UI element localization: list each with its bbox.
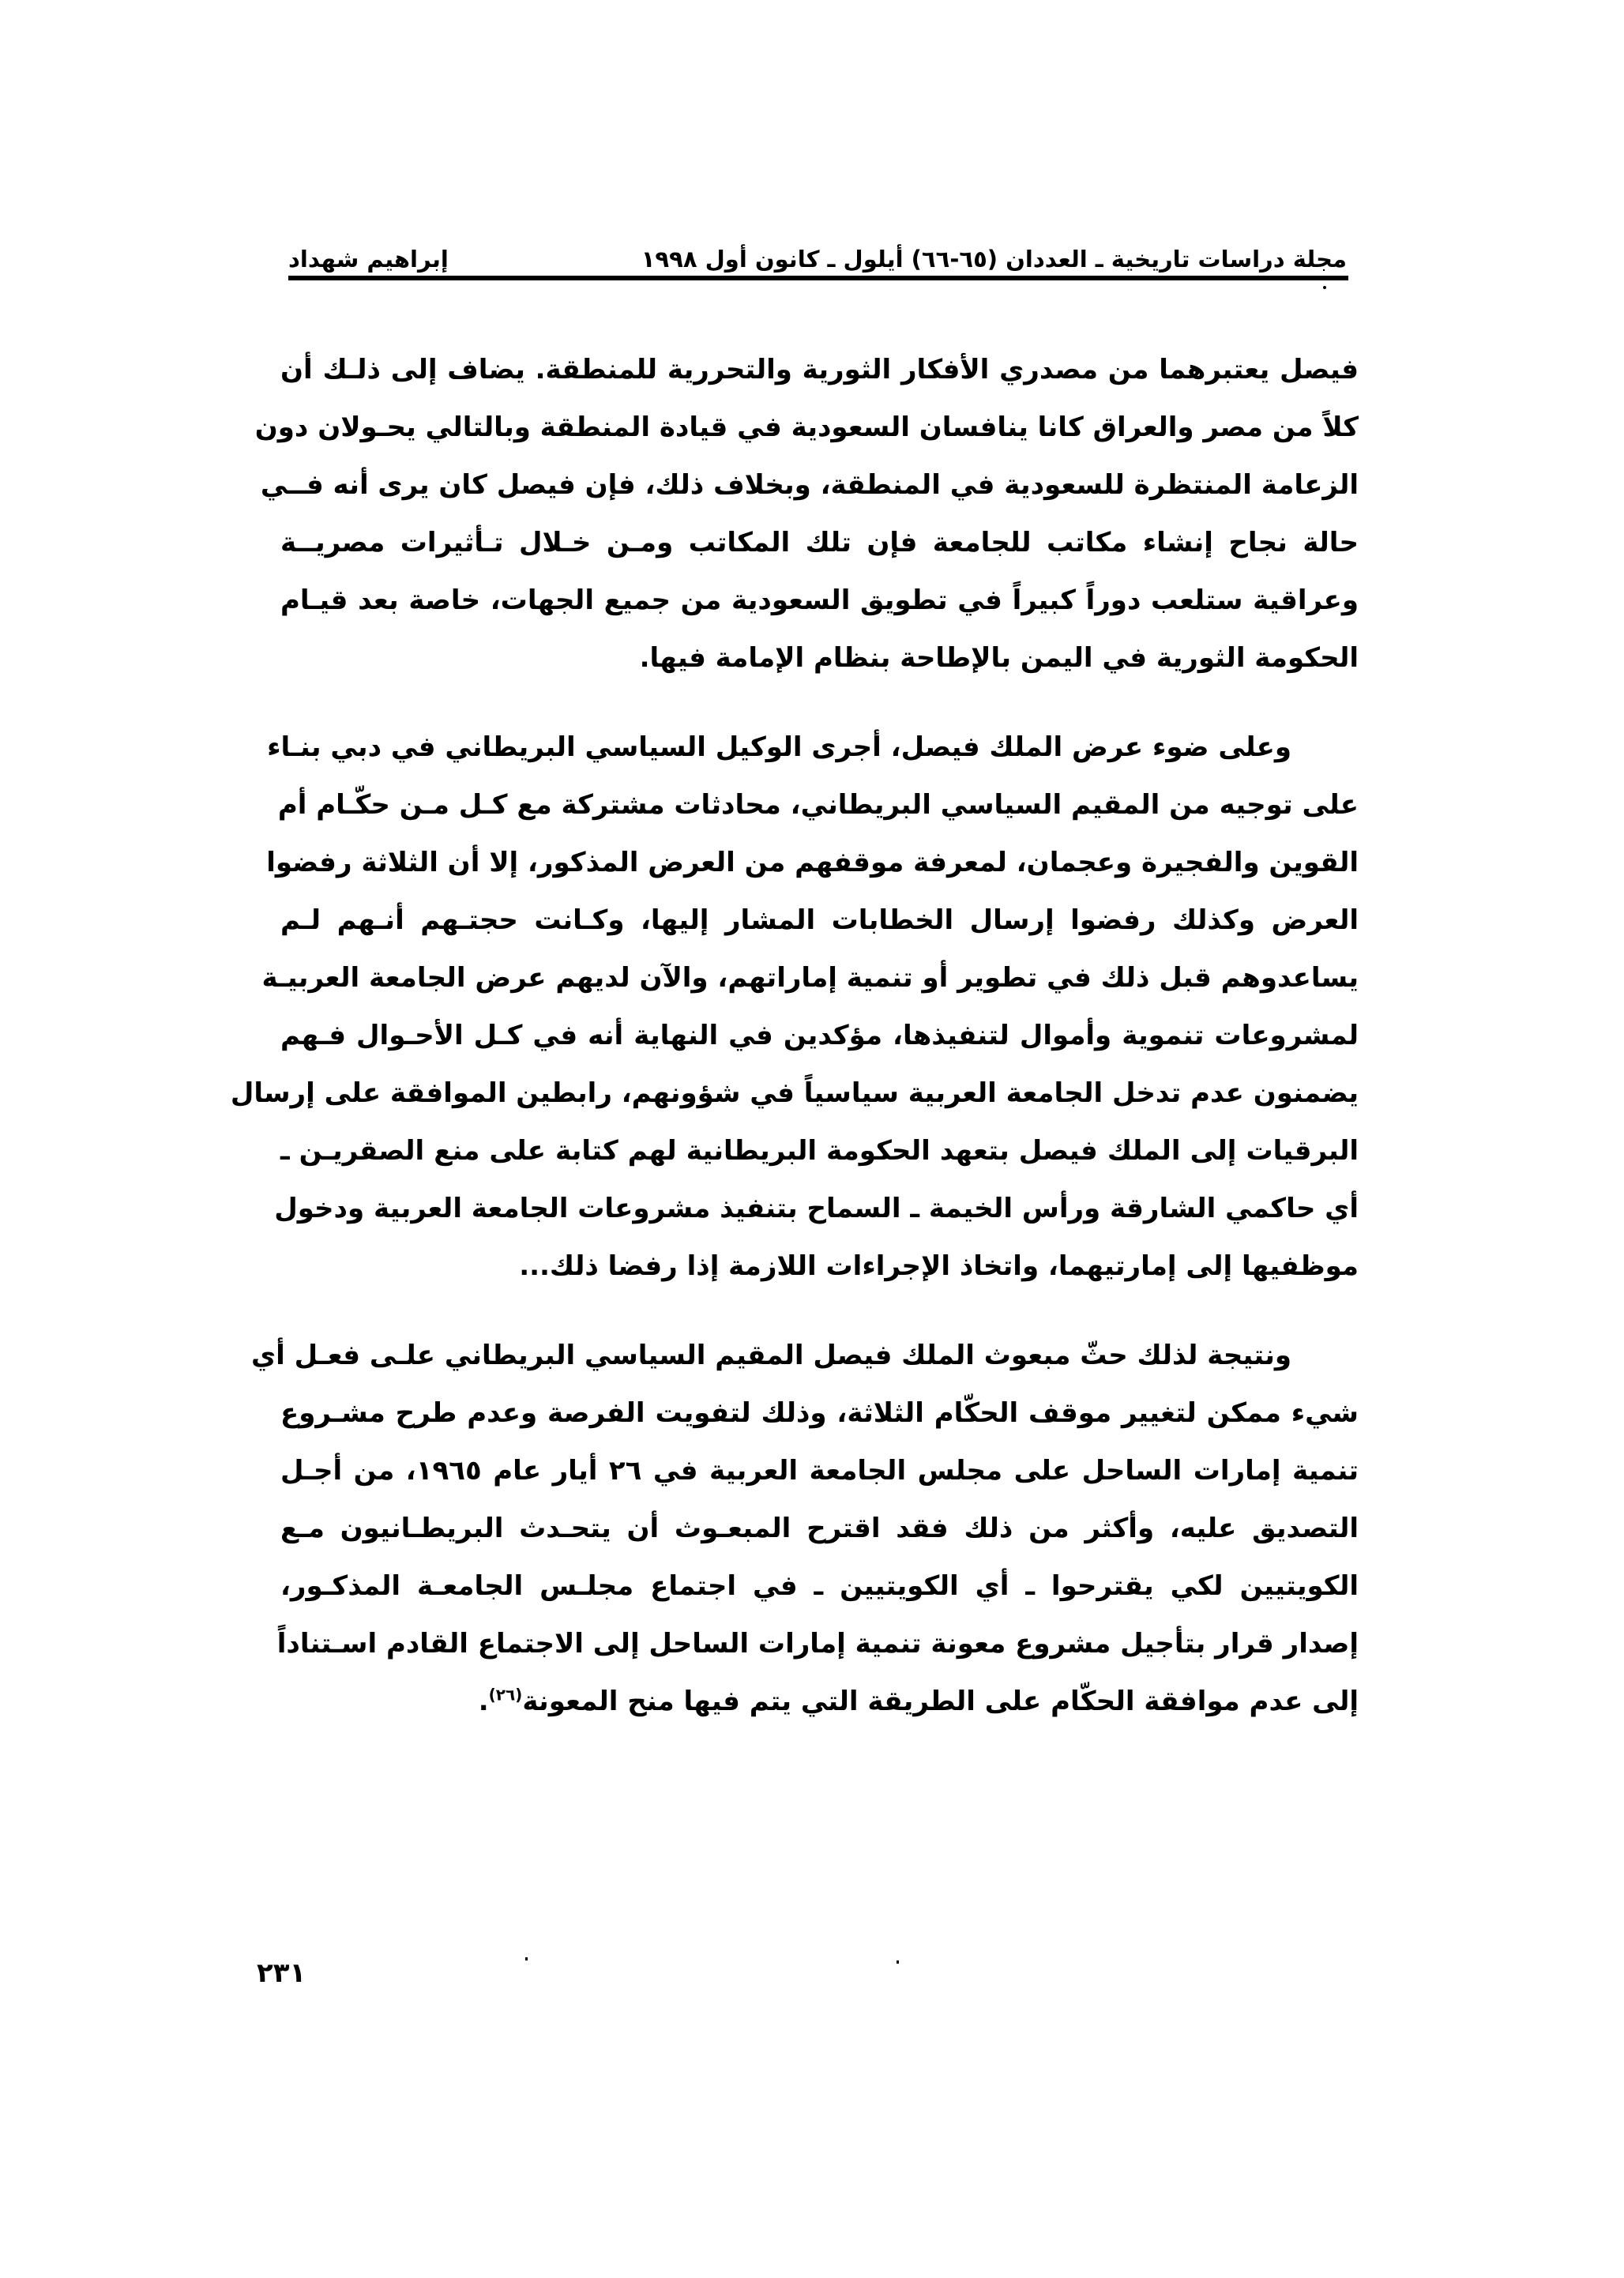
paragraph-1 — [254, 341, 1359, 687]
text-line: الحكومة الثورية في اليمن بالإطاحة بنظام الإمامة فيها. — [639, 642, 1359, 674]
text-line: لمشروعات تنموية وأموال لتنفيذها، مؤكدين في النهاية أنه في كـل الأحـوال فـهم — [280, 1020, 1359, 1051]
text-line: إلى عدم موافقة الحكّام على الطريقة التي يتم فيها منح المعونة — [522, 1686, 1359, 1717]
text-line: البرقيات إلى الملك فيصل بتعهد الحكومة البريطانية لهم كتابة على منع الصقريـن ـ — [280, 1135, 1359, 1167]
body-text — [230, 341, 1359, 1731]
text-line: الزعامة المنتظرة للسعودية في المنطقة، وبخلاف ذلك، فإن فيصل كان يرى أنه فــي — [260, 469, 1359, 501]
footnote-reference[interactable]: (٢٦) — [488, 1685, 523, 1705]
text-line: كلاً من مصر والعراق كانا ينافسان السعودية في قيادة المنطقة وبالتالي يحـولان دون — [254, 412, 1359, 443]
text-line: الكويتيين لكي يقترحوا ـ أي الكويتيين ـ في اجتماع مجلـس الجامعـة المذكـور، — [280, 1570, 1359, 1602]
header-rule — [288, 276, 1348, 280]
paragraph-2 — [230, 719, 1359, 1295]
text-line: العرض وكذلك رفضوا إرسال الخطابات المشار إليها، وكـانت حجتـهم أنـهم لـم — [280, 904, 1359, 936]
scan-speck — [1323, 286, 1326, 289]
text-line: تنمية إمارات الساحل على مجلس الجامعة العربية في ٢٦ أيار عام ١٩٦٥، من أجـل — [280, 1455, 1359, 1487]
text-line: وعراقية ستلعب دوراً كبيراً في تطويق السعودية من جميع الجهات، خاصة بعد قيـام — [280, 585, 1359, 616]
running-header — [288, 237, 1347, 275]
text-line: موظفيها إلى إمارتيهما، واتخاذ الإجراءات اللازمة إذا رفضا ذلك... — [519, 1250, 1359, 1282]
text-line: يضمنون عدم تدخل الجامعة العربية سياسياً في شؤونهم، رابطين الموافقة على إرسال — [230, 1077, 1359, 1109]
text-line: التصديق عليه، وأكثر من ذلك فقد اقترح المبعـوث أن يتحـدث البريطـانيون مـع — [280, 1513, 1359, 1544]
text-line: وعلى ضوء عرض الملك فيصل، أجرى الوكيل السياسي البريطاني في دبي بنـاء — [267, 731, 1291, 763]
scan-speck — [897, 1960, 899, 1964]
journal-title: مجلة دراسات تاريخية ـ العددان (٦٥-٦٦) أيلول ـ كانون أول ١٩٩٨ — [641, 246, 1347, 273]
text-line: القوين والفجيرة وعجمان، لمعرفة موقفهم من العرض المذكور، إلا أن الثلاثة رفضوا — [266, 847, 1359, 878]
text-line: حالة نجاح إنشاء مكاتب للجامعة فإن تلك المكاتب ومـن خـلال تـأثيرات مصريــة — [280, 527, 1359, 558]
text-line: ونتيجة لذلك حثّ مبعوث الملك فيصل المقيم السياسي البريطاني علـى فعـل أي — [250, 1340, 1291, 1371]
text-line-with-footnote — [280, 1673, 1359, 1731]
text-line: إصدار قرار بتأجيل مشروع معونة تنمية إمارات الساحل إلى الاجتماع القادم اسـتناداً — [276, 1628, 1359, 1660]
text-line: على توجيه من المقيم السياسي البريطاني، محادثات مشتركة مع كـل مـن حكّـام أم — [277, 789, 1359, 821]
text-line: يساعدوهم قبل ذلك في تطوير أو تنمية إماراتهم، والآن لديهم عرض الجامعة العربيـة — [261, 962, 1359, 994]
text-line: فيصل يعتبرهما من مصدري الأفكار الثورية والتحررية للمنطقة. يضاف إلى ذلـك أن — [280, 354, 1359, 385]
closing-punctuation: . — [478, 1686, 489, 1717]
scan-speck — [525, 1957, 528, 1960]
text-line: شيء ممكن لتغيير موقف الحكّام الثلاثة، وذلك لتفويت الفرصة وعدم طرح مشـروع — [280, 1397, 1359, 1429]
paragraph-3 — [250, 1327, 1359, 1731]
text-line: أي حاكمي الشارقة ورأس الخيمة ـ السماح بتنفيذ مشروعات الجامعة العربية ودخول — [274, 1193, 1359, 1224]
author-name: إبراهيم شهداد — [288, 246, 449, 273]
page-number: ٢٣١ — [257, 1957, 306, 1989]
